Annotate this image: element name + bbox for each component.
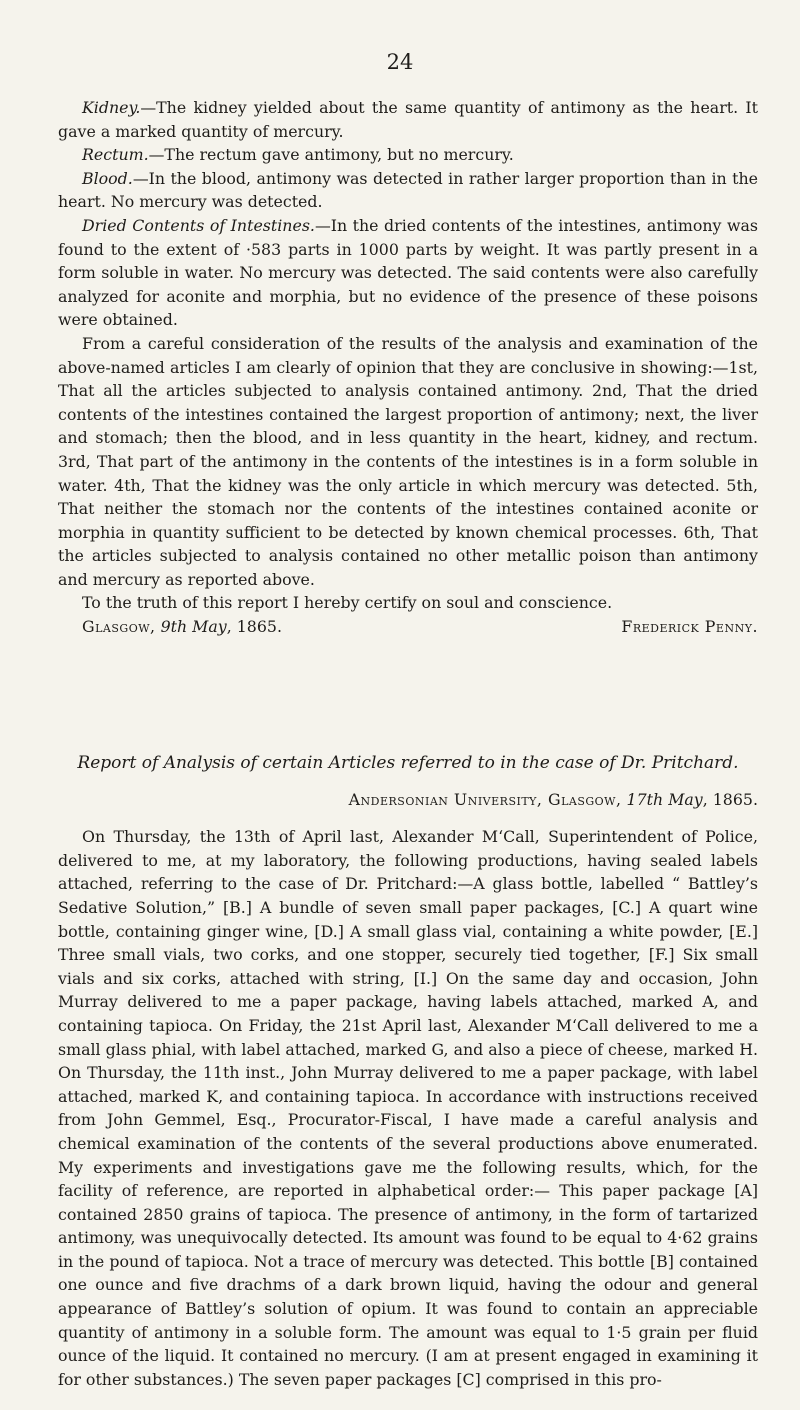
intestines-text: —In the dried contents of the intestines, antimony was found to the extent of ·583 parts in 1000 parts by weight. It was partly present in a form soluble in water. No mercury was detected. The said contents were also carefully analyzed for aconite and morphia, but no evidence of the presence of these poisons were obtained. [58, 215, 758, 330]
blood-paragraph [58, 167, 758, 214]
rectum-heading: Rectum. [82, 145, 149, 165]
signature-place-date [82, 615, 282, 639]
signature-year: , 1865. [226, 617, 282, 637]
page-number: 24 [386, 50, 414, 74]
analysis-results-section [58, 96, 758, 639]
intestines-paragraph [58, 214, 758, 332]
conclusion-paragraph: From a careful consideration of the results of the analysis and examination of the above-named articles I am clearly of opinion that they are conclusive in showing:—1st, That all the articles subjected to analysis contained antimony. 2nd, That the dried contents of the intestines contained the largest proportion of antimony; next, the liver and stomach; then the blood, and in less quantity in the heart, kidney, and rectum. 3rd, That part of the antimony in the contents of the intestines is in a form soluble in water. 4th, That the kidney was the only article in which mercury was detected. 5th, That neither the stomach nor the contents of the intestines contained aconite or morphia in quantity sufficient to be detected by known chemical processes. 6th, That the articles subjected to analysis contained no other metallic poison than antimony and mercury as reported above. [58, 333, 758, 589]
intestines-heading: Dried Contents of Intestines. [82, 215, 315, 235]
rectum-text: —The rectum gave antimony, but no mercury. [148, 145, 514, 165]
report-year: , 1865. [702, 789, 758, 809]
report-institution-line [58, 788, 758, 812]
signature-date: 9th May [160, 617, 227, 637]
certification-paragraph: To the truth of this report I hereby certify on soul and conscience. [82, 593, 613, 613]
rectum-paragraph [58, 143, 758, 167]
kidney-heading: Kidney. [82, 98, 141, 117]
report-section [58, 752, 758, 1391]
blood-heading: Blood. [82, 168, 133, 188]
signature-place: Glasgow, [82, 617, 156, 637]
report-paragraph: On Thursday, the 13th of April last, Alexander M‘Call, Superintendent of Police, delivered to me, at my laboratory, the following productions, having sealed labels attached, referring to the case of Dr. Pritchard:—A glass bottle, labelled “ Battley’s Sedative Solution,” [B.] A bundle of seven small paper packages, [C.] A quart wine bottle, containing ginger wine, [D.] A small glass vial, containing a white powder, [E.] Three small vials, two corks, and one stopper, securely tied together, [F.] Six small vials and six corks, attached with string, [I.] On the same day and occasion, John Murray delivered to me a paper package, having labels attached, marked A, and containing tapioca. On Friday, the 21st April last, Alexander M‘Call delivered to me a small glass phial, with label attached, marked G, and also a piece of cheese, marked H. On Thursday, the 11th inst., John Murray delivered to me a paper package, with label attached, marked K, and containing tapioca. In accordance with instructions received from John Gemmel, Esq., Procurator-Fiscal, I have made a careful analysis and chemical examination of the contents of the several productions above enumerated. My experiments and investigations gave me the following results, which, for the facility of reference, are reported in alphabetical order:— This paper package [A] contained 2850 grains of tapioca. The presence of antimony, in the form of tartarized antimony, was unequivocally detected. Its amount was found to be equal to 4·62 grains in the pound of tapioca. Not a trace of mercury was detected. This bottle [B] contained one ounce and five drachms of a dark brown liquid, having the odour and general appearance of Battley’s solution of opium. It was found to contain an appreciable quantity of antimony in a soluble form. The amount was equal to 1·5 grain per fluid ounce of the liquid. It contained no mercury. (I am at present engaged in examining it for other substances.) The seven paper packages [C] comprised in this pro- [58, 827, 758, 1389]
report-date: 17th May [626, 789, 703, 809]
signature-line [58, 615, 758, 639]
signature-name: Frederick Penny. [621, 617, 758, 637]
report-institution: Andersonian University, Glasgow, [348, 789, 622, 809]
kidney-text: —The kidney yielded about the same quantity of antimony as the heart. It gave a marked quantity of mercury. [58, 98, 758, 141]
kidney-paragraph [58, 96, 758, 143]
report-title: Report of Analysis of certain Articles referred to in the case of Dr. Pritchard. [77, 753, 739, 773]
blood-text: —In the blood, antimony was detected in rather larger proportion than in the heart. No mercury was detected. [58, 168, 758, 212]
